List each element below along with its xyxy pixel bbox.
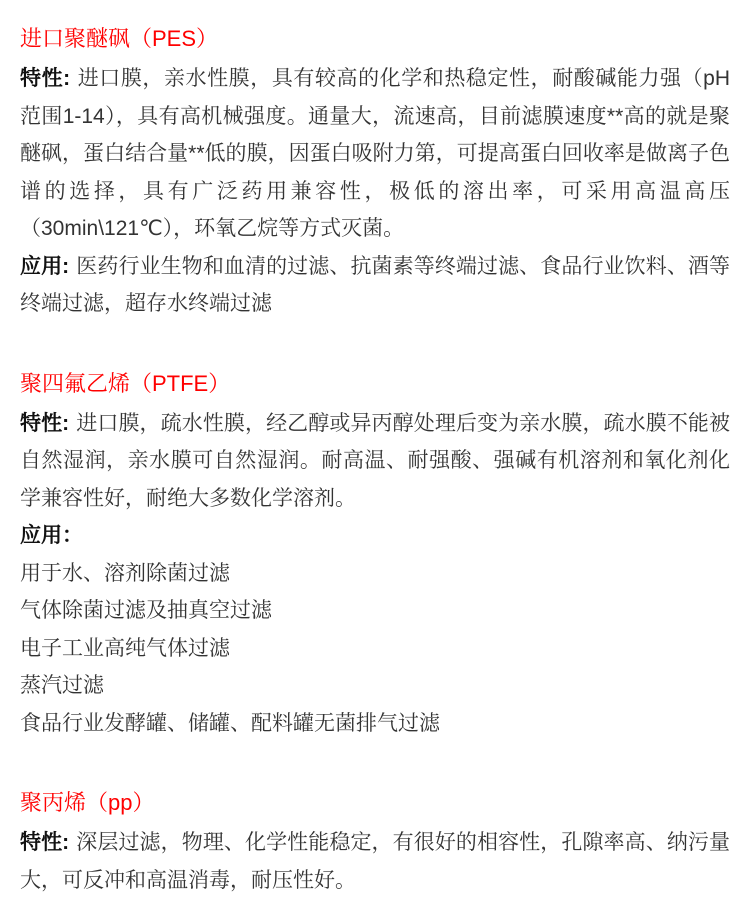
pes-feature-label: 特性: [20, 67, 71, 90]
pes-feature-text: 进口膜，亲水性膜，具有较高的化学和热稳定性，耐酸碱能力强（pH范围1-14），具有高机械强度。通量大，流速高，目前滤膜速度**高的就是聚醚砜，蛋白结合量**低的膜，因蛋白吸附力第，可提高蛋白回收率是做离子色谱的选择，具有广泛药用兼容性，极低的溶出率，可采用高温高压（30min\121℃），环氧乙烷等方式灭菌。 [20, 67, 731, 240]
section-ptfe [20, 367, 730, 743]
pes-application-paragraph [20, 248, 730, 323]
pp-feature-paragraph [20, 824, 730, 899]
section-pes [20, 22, 730, 323]
pes-application-text: 医药行业生物和血清的过滤、抗菌素等终端过滤、食品行业饮料、酒等终端过滤，超存水终端过滤 [20, 254, 731, 315]
ptfe-feature-paragraph [20, 405, 730, 518]
pes-application-label: 应用: [20, 254, 70, 278]
section-pp [20, 786, 730, 899]
ptfe-application-list [20, 555, 730, 743]
ptfe-application-item: 用于水、溶剂除菌过滤 [20, 561, 230, 585]
section-heading-ptfe: 聚四氟乙烯（PTFE） [20, 370, 231, 396]
ptfe-application-item: 蒸汽过滤 [20, 674, 104, 697]
pp-feature-text: 深层过滤，物理、化学性能稳定，有很好的相容性，孔隙率高、纳污量大，可反冲和高温消毒，耐压性好。 [20, 831, 731, 892]
ptfe-application-item: 气体除菌过滤及抽真空过滤 [20, 599, 272, 622]
ptfe-feature-label: 特性: [20, 411, 70, 435]
ptfe-application-label: 应用： [20, 524, 83, 547]
pes-feature-paragraph [20, 60, 730, 248]
pp-feature-label: 特性: [20, 831, 70, 854]
ptfe-application-item: 电子工业高纯气体过滤 [20, 636, 230, 660]
ptfe-application-item: 食品行业发酵罐、储罐、配料罐无菌排气过滤 [20, 711, 440, 735]
section-heading-pp: 聚丙烯（pp） [20, 790, 155, 815]
section-heading-pes: 进口聚醚砜（PES） [20, 26, 219, 51]
ptfe-feature-text: 进口膜，疏水性膜，经乙醇或异丙醇处理后变为亲水膜，疏水膜不能被自然湿润，亲水膜可自然湿润。耐高温、耐强酸、强碱有机溶剂和氧化剂化学兼容性好，耐绝大多数化学溶剂。 [20, 411, 731, 510]
